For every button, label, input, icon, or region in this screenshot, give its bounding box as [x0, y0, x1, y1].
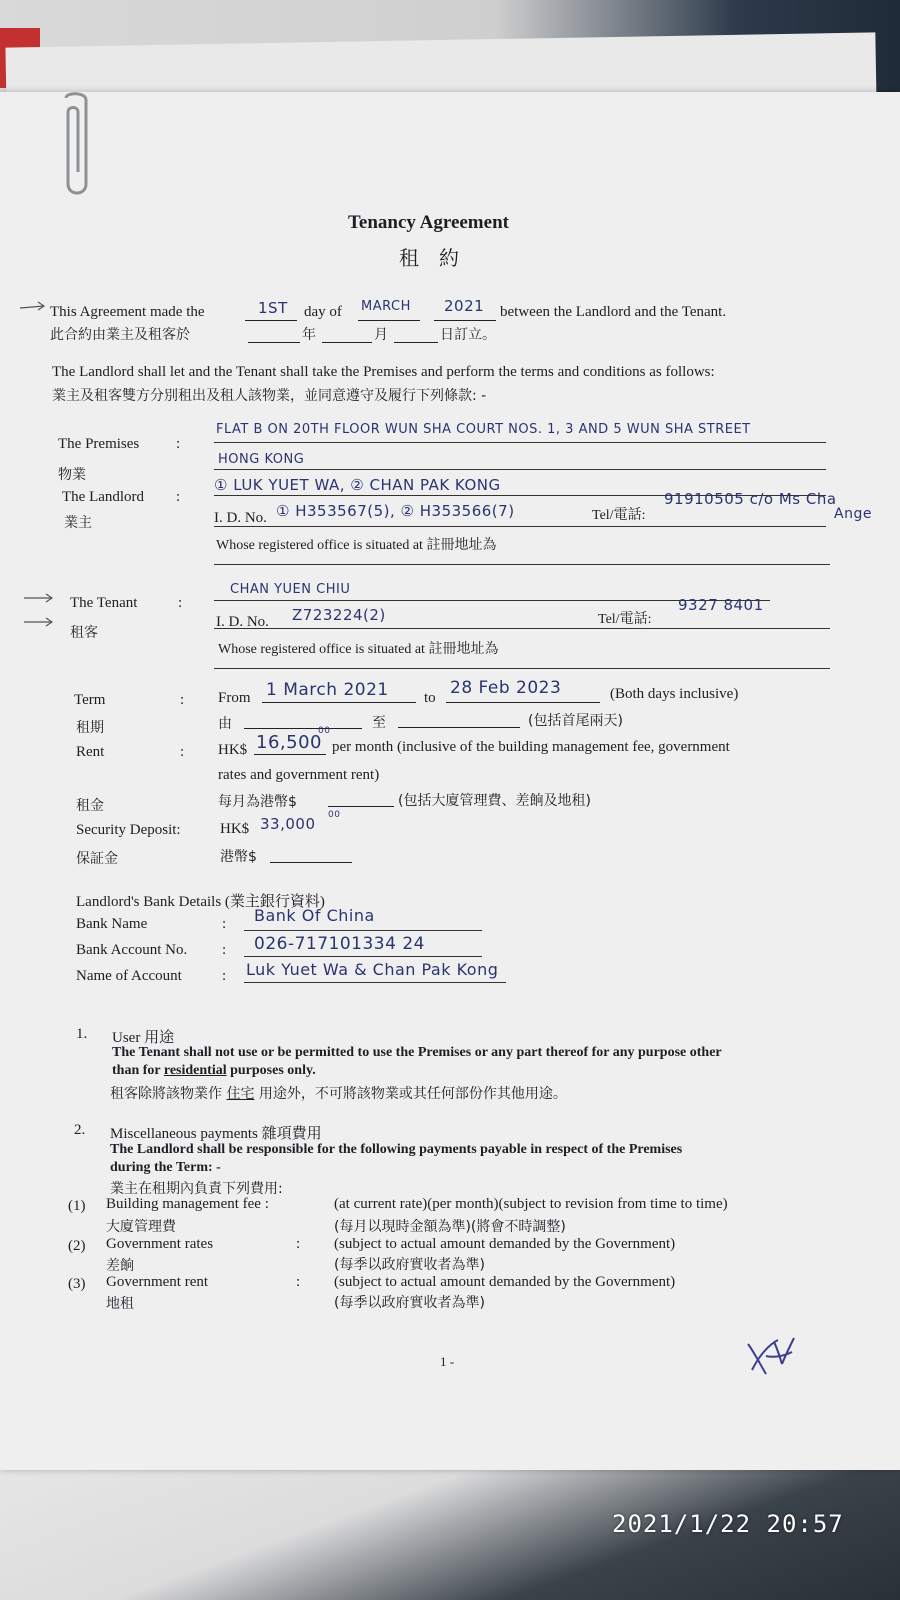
tenant-label: The Tenant [70, 595, 138, 611]
clause2-text-1: The Landlord shall be responsible for the following payments payable in respect of the Premises [110, 1142, 683, 1157]
rent-amount: 16,500 [256, 732, 322, 753]
deposit-label-zh: 保証金 [76, 851, 118, 867]
title-zh: 租 約 [399, 246, 459, 270]
landlord-label: The Landlord [62, 489, 145, 505]
agreement-page: Tenancy Agreement 租 約 This Agreement made the 1ST day of MARCH 2021 between the Landlord and the Tenant. 此合約由業主及租客於 年 月 日訂立。 The Landlord shall let and the Tenant shall take the Premises and perform the terms and conditions as follows: 業主及租客雙方分別租出及租人該物業，並同意遵守及履行下列條款: - The Premises : FLAT B ON 20TH FLOOR WUN SHA COURT NOS. 1, 3 AND 5 WUN SHA STREET 物業 HONG KONG The Landlord : ① LUK YUET WA, ② CHAN PAK KONG 業主 I. D. No. ① H353567(5), ② H353566(7) Tel/電話: 91910505 c/o Ms Cha Ange Whose registered office is situated at 註冊地址為 The Tenant : CHAN YUEN CHIU 租客 I. D. No. Z723224(2) Tel/電話: 9327 8401 Whose registered office is situated at 註冊地址為 Term : From 1 March 2021 to 28 Feb 2023 (Both days inclusive) 租期 由 至 (包括首尾兩天) Rent : HK$ 16,500 00 per month (inclusive of the building management fee, government rates and government rent) 租金 每月為港幣$ (包括大廈管理費、差餉及地租) Security Deposit: HK$ 33,000 00 保証金 港幣$ Landlord's Bank Details (業主銀行資料) Bank Name : Bank Of China Bank Account No. : 026-717101334 24 Name of Account : Luk Yuet Wa & Chan Pak Kong 1. User 用途 The Tenant shall not use or be permitted to use the Premises or any part thereof for any purpose other than for residential purposes only. 租客除將該物業作 住宅 用途外，不可將該物業或其任何部份作其他用途。 2. Miscellaneous payments 雜項費用 The Landlord shall be responsible for the following payments payable in respect of the Premises during the Term: - 業主在租期內負責下列費用: (1) Building management fee : 大廈管理費 (at current rate)(per month)(subject to revision from time to time) (每月以現時金額為準)(將會不時調整) (2) Government rates : 差餉 (subject to actual amount demanded by the Government) (每季以政府實收者為準) (3) Government rent : 地租 (subject to actual amount demanded by the Government) (每季以政府實收者為準) 1 - [0, 92, 900, 1470]
intro-between: between the Landlord and the Tenant. [500, 304, 727, 320]
bank-holder-value: Luk Yuet Wa & Chan Pak Kong [246, 960, 499, 979]
margin-arrow-icon [22, 616, 56, 628]
clause2-title: Miscellaneous payments 雜項費用 [110, 1126, 322, 1142]
clause1-residential-zh: 住宅 [226, 1086, 255, 1102]
bank-name-label: Bank Name [76, 916, 148, 932]
term-label-zh: 租期 [76, 720, 104, 736]
landlord-id-label: I. D. No. [214, 510, 267, 526]
clause2-text-2: during the Term: - [110, 1160, 221, 1175]
deposit-cents: 00 [328, 810, 341, 820]
title-en: Tenancy Agreement [348, 212, 509, 233]
clause1-residential: residential [163, 1063, 227, 1078]
landlord-id-value: ① H353567(5), ② H353566(7) [276, 502, 515, 520]
premises-label: The Premises [58, 436, 140, 452]
term-from-value: 1 March 2021 [266, 680, 389, 700]
premises-label-zh: 物業 [58, 467, 86, 483]
intro-zh: 此合約由業主及租客於 [50, 327, 190, 343]
tenant-name: CHAN YUEN CHIU [230, 582, 351, 597]
term-to-value: 28 Feb 2023 [450, 678, 562, 698]
photo-timestamp: 2021/1/22 20:57 [612, 1510, 844, 1538]
tenant-id-label: I. D. No. [216, 614, 269, 630]
item-government-rates: Government rates [106, 1236, 214, 1252]
term-label: Term [74, 692, 106, 708]
intro-day-value: 1ST [258, 299, 288, 317]
intro-year-value: 2021 [444, 297, 485, 315]
bank-account-value: 026-717101334 24 [254, 934, 425, 954]
tenant-tel-value: 9327 8401 [678, 596, 764, 614]
let-clause-en: The Landlord shall let and the Tenant shall take the Premises and perform the terms and conditions as follows: [52, 364, 715, 380]
landlord-tel-value: 91910505 c/o Ms Cha [664, 490, 837, 508]
clause1-text-1: The Tenant shall not use or be permitted to use the Premises or any part thereof for any purpose other [112, 1045, 722, 1060]
rent-label: Rent [76, 744, 105, 760]
let-clause-zh: 業主及租客雙方分別租出及租人該物業，並同意遵守及履行下列條款: - [52, 388, 487, 404]
bank-holder-label: Name of Account [76, 968, 182, 984]
paper-clip-icon [58, 92, 94, 198]
item-government-rent: Government rent [106, 1274, 209, 1290]
deposit-label: Security Deposit: [76, 822, 181, 838]
clause1-number: 1. [76, 1026, 88, 1042]
rent-cents: 00 [318, 726, 331, 736]
intro-day-of: day of [304, 304, 342, 320]
clause2-number: 2. [74, 1122, 86, 1138]
landlord-tel-continued: Ange [834, 506, 872, 522]
tenant-tel-label: Tel/電話: [598, 612, 652, 627]
rent-text-1: per month (inclusive of the building management fee, government [332, 739, 730, 755]
clause2-text-zh: 業主在租期內負責下列費用: [110, 1181, 283, 1197]
landlord-name: ① LUK YUET WA, ② CHAN PAK KONG [214, 476, 501, 494]
premises-address-line2: HONG KONG [218, 452, 305, 467]
intro-zh-month: 月 [374, 327, 388, 343]
intro-month-value: MARCH [361, 299, 411, 314]
intro-made: This Agreement made the [50, 304, 205, 320]
term-inclusive: (Both days inclusive) [610, 686, 739, 702]
bank-account-label: Bank Account No. [76, 942, 188, 958]
clause1-title: User 用途 [112, 1030, 175, 1046]
term-from-label: From [218, 690, 251, 706]
rent-label-zh: 租金 [76, 798, 104, 814]
premises-address-line1: FLAT B ON 20TH FLOOR WUN SHA COURT NOS. 1, 3 AND 5 WUN SHA STREET [216, 422, 751, 437]
tenant-label-zh: 租客 [70, 625, 98, 641]
tenant-office-label: Whose registered office is situated at 註冊地址為 [218, 642, 499, 657]
item-building-management: Building management fee : [106, 1196, 269, 1212]
intro-zh-day: 日訂立。 [440, 327, 496, 343]
term-to-label: to [424, 690, 436, 706]
tenant-id-value: Z723224(2) [292, 606, 386, 624]
initials-signature-icon [744, 1330, 798, 1382]
intro-zh-year: 年 [302, 327, 316, 343]
margin-arrow-icon [18, 300, 48, 312]
bank-name-value: Bank Of China [254, 906, 375, 925]
page-number: 1 - [440, 1354, 455, 1369]
bank-heading: Landlord's Bank Details (業主銀行資料) [76, 894, 325, 910]
landlord-label-zh: 業主 [64, 515, 92, 531]
margin-arrow-icon [22, 592, 56, 604]
landlord-office-label: Whose registered office is situated at 註冊地址為 [216, 538, 497, 553]
landlord-tel-label: Tel/電話: [592, 508, 646, 523]
deposit-amount: 33,000 [260, 815, 316, 833]
rent-text-2: rates and government rent) [218, 767, 380, 783]
